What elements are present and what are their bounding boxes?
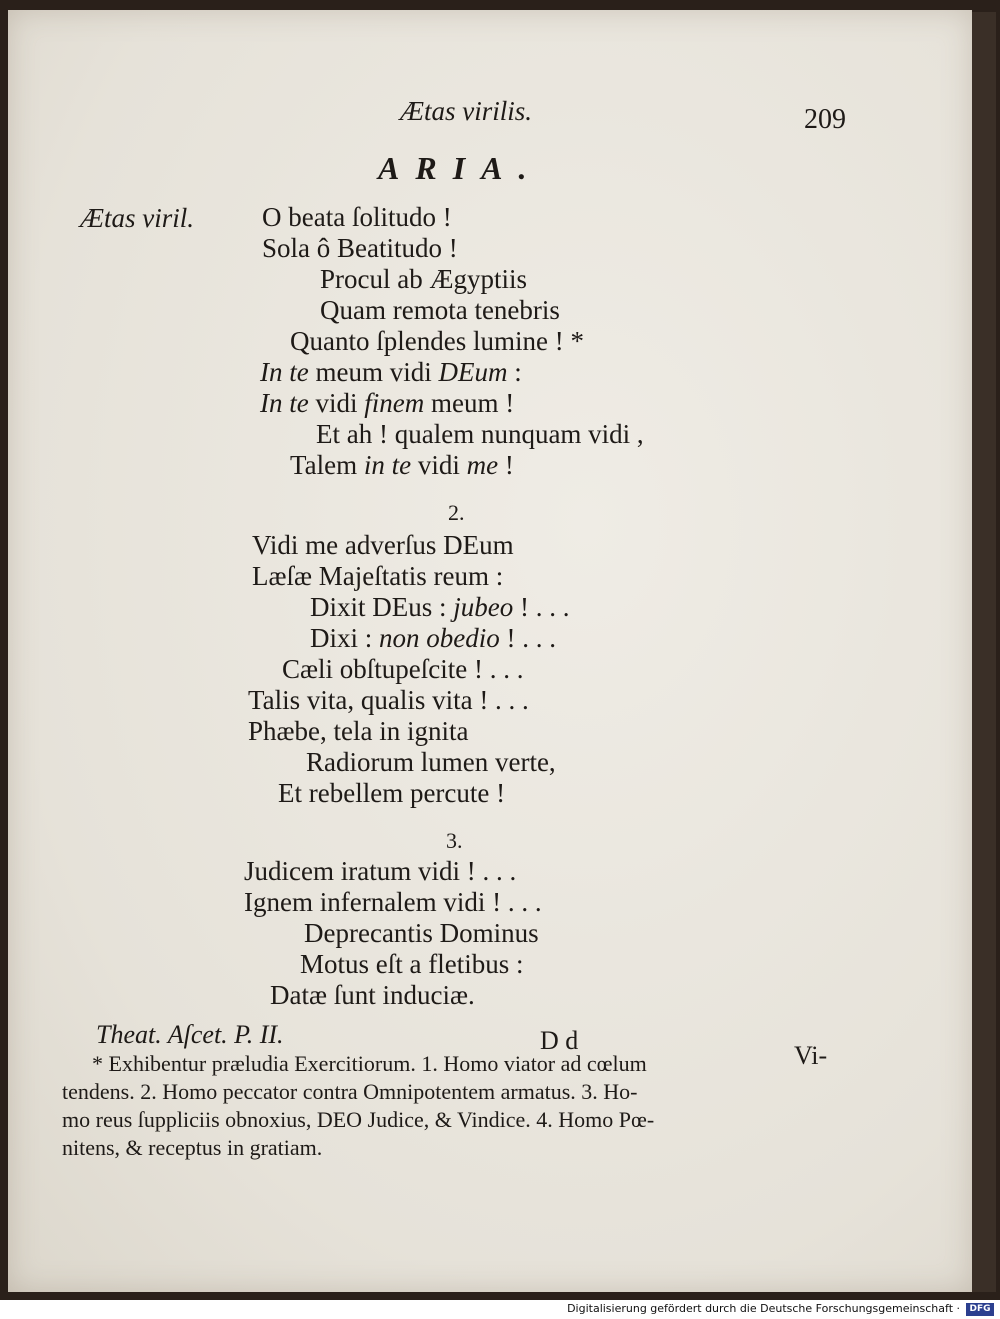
verse-line: Phæbe, tela in ignita — [248, 716, 469, 746]
stanza-1 — [8, 202, 644, 481]
aria-title: ARIA. — [378, 150, 543, 186]
verse-line: In te vidi finem meum ! — [260, 388, 515, 418]
footnote-line: * Exhibentur præludia Exercitiorum. 1. Homo viator ad cœlum — [92, 1051, 647, 1076]
stanza-number: 3. — [446, 828, 463, 853]
book-page — [8, 10, 972, 1292]
catchword: Vi- — [794, 1041, 828, 1070]
verse-line: Vidi me adverſus DEum — [252, 530, 514, 560]
signature-mark: D d — [540, 1026, 579, 1055]
footnote — [62, 1050, 828, 1162]
verse-line: Deprecantis Dominus — [304, 918, 539, 948]
stanza-number: 2. — [448, 500, 465, 525]
verse-line: Læſæ Majeſtatis reum : — [252, 561, 504, 591]
verse-line: Radiorum lumen verte, — [306, 747, 556, 777]
verse-line: Judicem iratum vidi ! . . . — [244, 856, 517, 886]
credit-text: Digitalisierung gefördert durch die Deutsche Forschungsgemeinschaft · — [567, 1302, 960, 1315]
verse-line: Ignem infernalem vidi ! . . . — [244, 887, 542, 917]
stanza-3 — [8, 856, 542, 1011]
verse-line: Quam remota tenebris — [320, 295, 560, 325]
footnote-line: tendens. 2. Homo peccator contra Omnipotentem armatus. 3. Ho- — [62, 1079, 638, 1104]
stanza-2 — [8, 530, 570, 809]
footnote-line: mo reus ſuppliciis obnoxius, DEO Judice, & Vindice. 4. Homo Pœ- — [62, 1107, 655, 1132]
verse-line: Sola ô Beatitudo ! — [262, 233, 458, 263]
verse-line: Talis vita, qualis vita ! . . . — [248, 685, 529, 715]
verse-line: Dixi : non obedio ! . . . — [310, 623, 557, 653]
verse-line: Et ah ! qualem nunquam vidi , — [316, 419, 644, 449]
dfg-logo-icon: DFG — [966, 1303, 994, 1316]
speaker-label: Ætas viril. — [80, 203, 195, 233]
verse-line: Datæ ſunt induciæ. — [270, 980, 475, 1010]
verse-line: In te meum vidi DEum : — [260, 357, 522, 387]
verse-line: Dixit DEus : jubeo ! . . . — [310, 592, 570, 622]
running-head: Ætas virilis. — [400, 96, 533, 126]
footnote-line: nitens, & receptus in gratiam. — [62, 1135, 323, 1160]
signature-line: Theat. Aſcet. P. II. — [96, 1020, 284, 1049]
verse-line: Cæli obſtupeſcite ! . . . — [282, 654, 524, 684]
verse-line: Procul ab Ægyptiis — [320, 264, 527, 294]
verse-line: Quanto ſplendes lumine ! * — [290, 326, 584, 356]
verse-line: Talem in te vidi me ! — [290, 450, 514, 480]
credit-bar — [0, 1300, 1000, 1319]
book-edge — [972, 12, 996, 1292]
verse-line: Motus eſt a fletibus : — [300, 949, 524, 979]
page-number: 209 — [804, 104, 846, 135]
verse-line: Et rebellem percute ! — [278, 778, 506, 808]
verse-line: O beata ſolitudo ! — [262, 202, 452, 232]
